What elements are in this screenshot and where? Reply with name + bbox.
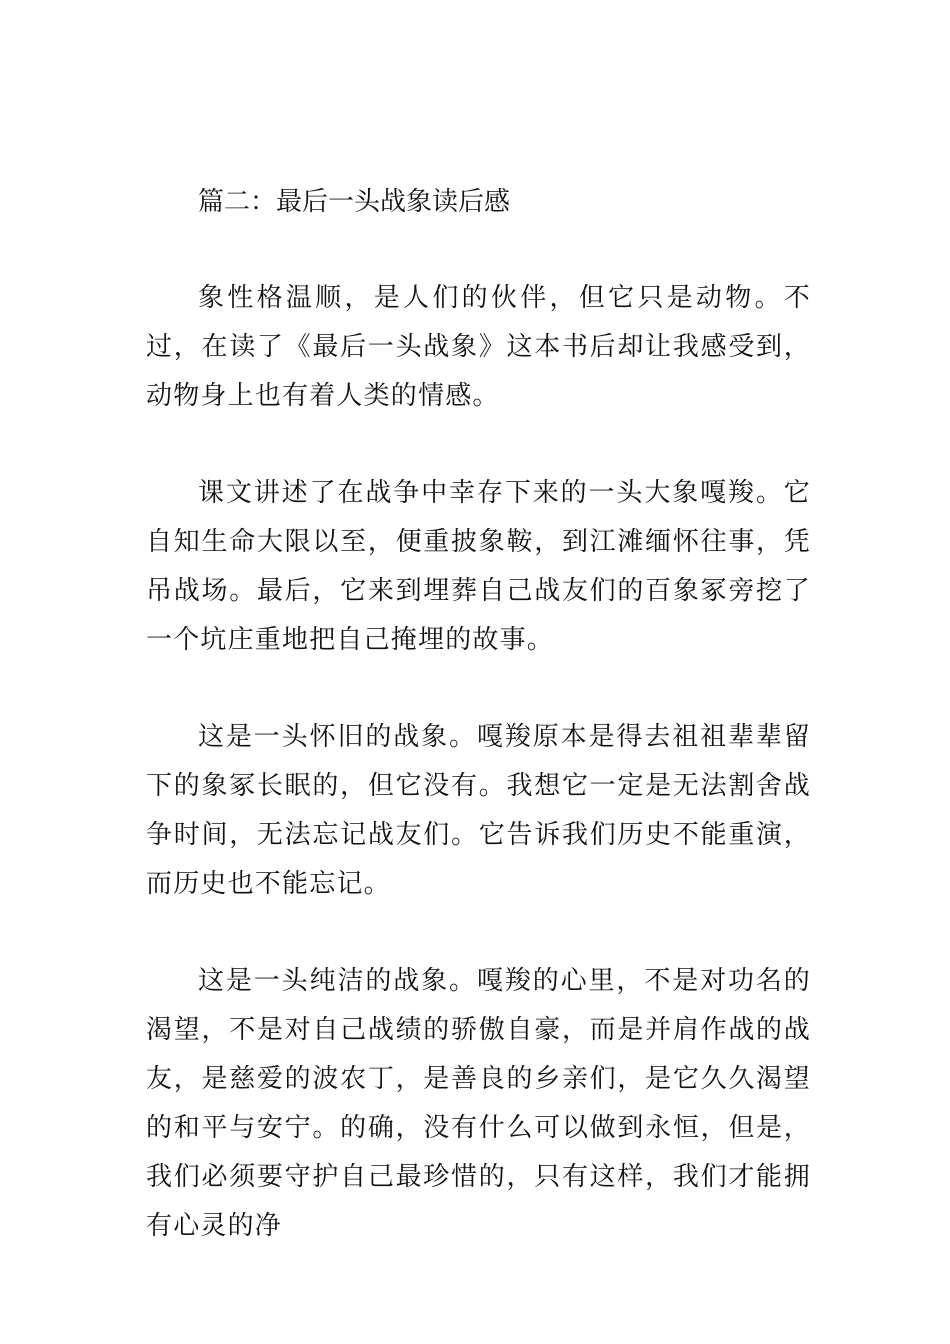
paragraph-1: 象性格温顺，是人们的伙伴，但它只是动物。不过，在读了《最后一头战象》这本书后却让我感受到，动物身上也有着人类的情感。 bbox=[146, 283, 811, 411]
spacer bbox=[146, 909, 811, 957]
paragraph-3: 这是一头怀旧的战象。嘎羧原本是得去祖祖辈辈留下的象冢长眠的，但它没有。我想它一定是无法割舍战争时间，无法忘记战友们。它告诉我们历史不能重演，而历史也不能忘记。 bbox=[146, 722, 811, 899]
spacer bbox=[146, 421, 811, 469]
paragraph-4: 这是一头纯洁的战象。嘎羧的心里，不是对功名的渴望，不是对自己战绩的骄傲自豪，而是并肩作战的战友，是慈爱的波农丁，是善良的乡亲们，是它久久渴望的和平与安宁。的确，没有什么可以做到永恒，但是，我们必须要守护自己最珍惜的，只有这样，我们才能拥有心灵的净 bbox=[146, 966, 811, 1241]
document-page bbox=[146, 178, 811, 1251]
document-title: 篇二：最后一头战象读后感 bbox=[198, 187, 511, 217]
spacer bbox=[146, 226, 811, 274]
paragraph-2: 课文讲述了在战争中幸存下来的一头大象嘎羧。它自知生命大限以至，便重披象鞍，到江滩缅怀往事，凭吊战场。最后，它来到埋葬自己战友们的百象冢旁挖了一个坑庄重地把自己掩埋的故事。 bbox=[146, 478, 811, 655]
spacer bbox=[146, 665, 811, 713]
